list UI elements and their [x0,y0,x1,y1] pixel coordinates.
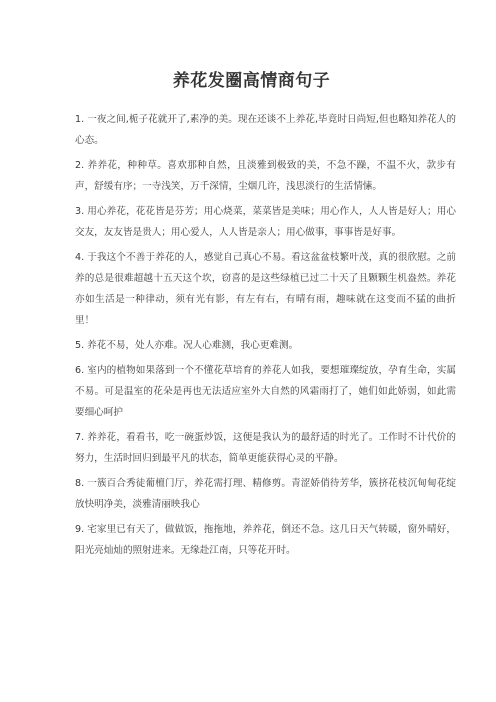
item-text: 一簇百合秀徒葡檀门厅，养花需打理、精修剪。青涩娇俏待芳华，簇挤花枝沉甸甸花绽放快明净美，淡雅清丽映我心 [75,478,456,510]
list-item [75,247,456,331]
list-item [75,519,456,561]
item-number: 9. [75,524,85,535]
item-text: 于我这个不善于养花的人，感觉自己真心不易。看这盆盆枝繁叶茂，真的很欣慰。之前养的总是很难超越十五天这个坎，窃喜的是这些绿植已过二十天了且颗颗生机盎然。养花亦如生活是一种律动，须有光有影，有左有右，有晴有雨，趣味就在这变而不猛的曲折里！ [75,252,456,326]
item-number: 5. [75,340,85,351]
item-number: 8. [75,478,85,489]
item-number: 7. [75,432,85,443]
item-text: 一夜之间,栀子花就开了,素净的美。现在还谈不上养花,毕竟时日尚短,但也略知养花人的心态。 [75,114,456,146]
item-number: 2. [75,160,85,171]
list-item [75,360,456,423]
list-item [75,427,456,469]
item-number: 4. [75,252,85,263]
item-number: 6. [75,365,85,376]
item-text: 养花不易，处人亦难。况人心难测，我心更难测。 [87,340,299,351]
document-title: 养花发圈高情商句子 [172,71,331,91]
item-number: 3. [75,206,85,217]
item-text: 室内的植物如果落到一个不懂花草培育的养花人如我，要想璀璨绽放，孕育生命，实属不易。可是温室的花朵是再也无法适应室外大自然的风霜雨打了，她们如此娇弱，如此需要细心呵护 [75,365,456,418]
list-item [75,155,456,197]
item-text: 养养花，种种草。喜欢那种自然，且淡雅到极致的美，不急不躁，不温不火，款步有声，舒缓有序；一寺浅笑，万千深情，尘烟几许，浅思淡行的生活情愫。 [75,160,456,192]
item-text: 养养花，看看书，吃一碗蛋炒饭，这便是我认为的最舒适的时光了。工作时不计代价的努力，生活时回归到最平凡的状态，简单更能获得心灵的平静。 [75,432,456,464]
item-text: 用心养花，花花皆是芬芳；用心烧菜，菜菜皆是美味；用心作人，人人皆是好人；用心交友，友友皆是贵人；用心爱人，人人皆是亲人；用心做事，事事皆是好事。 [75,206,456,238]
list-item [75,201,456,243]
list-item [75,335,456,356]
item-number: 1. [75,114,85,125]
item-text: 宅家里已有天了，做做饭，拖拖地，养养花，倒还不急。这几日天气转暖，窗外晴好，阳光亮灿灿的照射进来。无缘赴江南，只等花开时。 [75,524,456,556]
list-item [75,473,456,515]
list-item [75,109,456,151]
